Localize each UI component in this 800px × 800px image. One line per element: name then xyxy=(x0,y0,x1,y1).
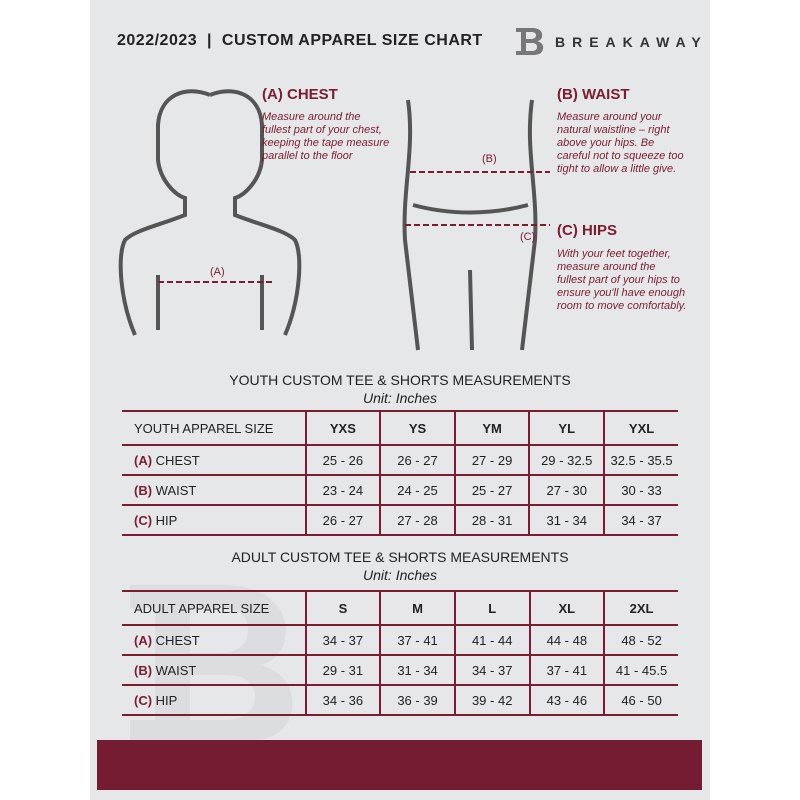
cell: 30 - 33 xyxy=(604,475,678,505)
header-cell: XL xyxy=(530,591,605,625)
row-label: HIP xyxy=(155,692,178,708)
cell: 29 - 32.5 xyxy=(529,445,604,475)
cell: 27 - 30 xyxy=(529,475,604,505)
page-title: 2022/2023 | CUSTOM APPAREL SIZE CHART xyxy=(117,32,483,49)
cell: 34 - 37 xyxy=(306,625,381,655)
adult-unit: Unit: Inches xyxy=(363,567,437,583)
cell: 46 - 50 xyxy=(604,685,678,715)
header-cell: 2XL xyxy=(604,591,678,625)
cell: 41 - 45.5 xyxy=(604,655,678,685)
header-cell: YS xyxy=(380,411,455,445)
chest-marker: (A) xyxy=(210,266,225,278)
row-letter: (B) xyxy=(134,662,153,678)
cell: 25 - 26 xyxy=(306,445,381,475)
table-header-row xyxy=(122,411,678,445)
row-letter: (C) xyxy=(134,692,153,708)
cell: 26 - 27 xyxy=(380,445,455,475)
brand-name: BREAKAWAY xyxy=(555,34,708,50)
header-cell: YOUTH APPAREL SIZE xyxy=(122,411,306,445)
adult-table-title: ADULT CUSTOM TEE & SHORTS MEASUREMENTS xyxy=(231,549,569,565)
adult-size-table xyxy=(122,590,678,716)
cell: 28 - 31 xyxy=(455,505,530,535)
row-label: HIP xyxy=(155,512,178,528)
cell: 36 - 39 xyxy=(380,685,455,715)
header-cell: L xyxy=(455,591,530,625)
cell: 32.5 - 35.5 xyxy=(604,445,678,475)
cell: 23 - 24 xyxy=(306,475,381,505)
cell: 34 - 37 xyxy=(604,505,678,535)
header-cell: YXS xyxy=(306,411,381,445)
cell: 27 - 28 xyxy=(380,505,455,535)
hips-heading: (C) HIPS xyxy=(557,222,617,239)
footer-bar xyxy=(97,740,702,790)
cell: 29 - 31 xyxy=(306,655,381,685)
cell: 27 - 29 xyxy=(455,445,530,475)
row-letter: (A) xyxy=(134,632,153,648)
waist-heading: (B) WAIST xyxy=(557,86,630,103)
table-row xyxy=(122,685,678,715)
cell: 24 - 25 xyxy=(380,475,455,505)
cell: 37 - 41 xyxy=(530,655,605,685)
breakaway-logo-icon xyxy=(512,24,546,58)
header-cell: YL xyxy=(529,411,604,445)
youth-size-table xyxy=(122,410,678,536)
row-label: CHEST xyxy=(155,452,200,468)
cell: 25 - 27 xyxy=(455,475,530,505)
cell: 39 - 42 xyxy=(455,685,530,715)
table-header-row xyxy=(122,591,678,625)
cell: 31 - 34 xyxy=(529,505,604,535)
row-letter: (B) xyxy=(134,482,153,498)
hips-description: With your feet together, measure around the fullest part of your hips to ensure you'll have enough room to move comfortably. xyxy=(557,248,687,312)
row-label: WAIST xyxy=(155,662,197,678)
header-cell: S xyxy=(306,591,381,625)
waist-description: Measure around your natural waistline – right above your hips. Be careful not to squeeze too tight to allow a little give. xyxy=(557,111,684,175)
waist-marker: (B) xyxy=(482,153,497,165)
cell: 41 - 44 xyxy=(455,625,530,655)
youth-unit: Unit: Inches xyxy=(363,390,437,406)
cell: 43 - 46 xyxy=(530,685,605,715)
header-cell: YM xyxy=(455,411,530,445)
cell: 37 - 41 xyxy=(380,625,455,655)
chest-heading: (A) CHEST xyxy=(262,86,338,103)
table-row xyxy=(122,655,678,685)
table-row xyxy=(122,505,678,535)
cell: 26 - 27 xyxy=(306,505,381,535)
youth-table-title: YOUTH CUSTOM TEE & SHORTS MEASUREMENTS xyxy=(229,372,571,388)
header-cell: M xyxy=(380,591,455,625)
chest-description: Measure around the fullest part of your chest, keeping the tape measure parallel to the floor xyxy=(262,111,390,162)
hips-marker: (C) xyxy=(520,231,536,243)
header-cell: ADULT APPAREL SIZE xyxy=(122,591,306,625)
row-letter: (A) xyxy=(134,452,153,468)
cell: 44 - 48 xyxy=(530,625,605,655)
cell: 31 - 34 xyxy=(380,655,455,685)
table-row xyxy=(122,445,678,475)
table-row xyxy=(122,625,678,655)
table-row xyxy=(122,475,678,505)
row-label: WAIST xyxy=(155,482,197,498)
cell: 34 - 37 xyxy=(455,655,530,685)
header-cell: YXL xyxy=(604,411,678,445)
cell: 34 - 36 xyxy=(306,685,381,715)
cell: 48 - 52 xyxy=(604,625,678,655)
row-letter: (C) xyxy=(134,512,153,528)
row-label: CHEST xyxy=(155,632,200,648)
